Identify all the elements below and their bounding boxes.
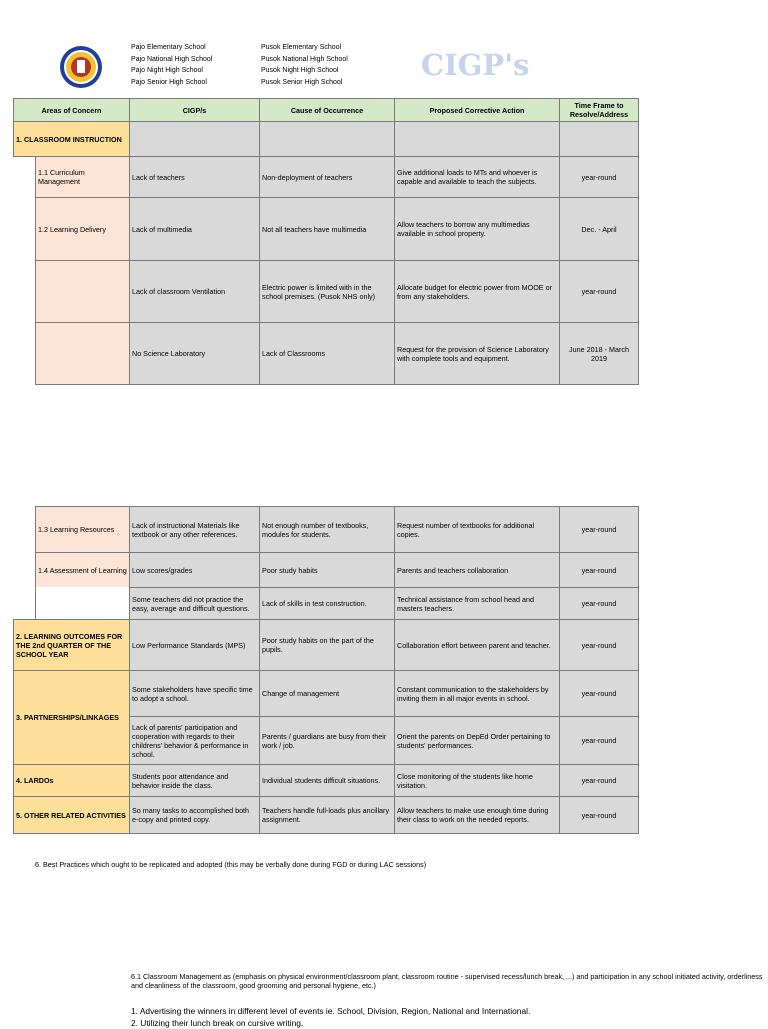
section-partnerships-linkages: 3. PARTNERSHIPS/LINKAGES xyxy=(13,670,130,765)
table-cell-cigp: Low scores/grades xyxy=(129,552,260,588)
table-cell-empty xyxy=(559,121,639,157)
table-cell-action: Parents and teachers collaboration xyxy=(394,552,560,588)
table-cell-cigp: Students poor attendance and behavior inside the class. xyxy=(129,764,260,797)
table-cell-cause: Parents / guardians are busy from their work / job. xyxy=(259,716,395,765)
table-cell-cigp: Low Performance Standards (MPS) xyxy=(129,619,260,671)
list-item: 1. Advertising the winners in different level of events ie. School, Division, Region, National and International. xyxy=(131,1006,531,1016)
table-cell-cigp: No Science Laboratory xyxy=(129,322,260,385)
school-list-pusok xyxy=(261,42,348,88)
column-header-time-frame: Time Frame to Resolve/Address xyxy=(559,98,639,122)
school-name: Pusok Night High School xyxy=(261,67,339,74)
table-cell-cigp: Lack of instructional Materials like textbook or any other references. xyxy=(129,506,260,553)
table-cell-action: Orient the parents on DepEd Order pertaining to students' performances. xyxy=(394,716,560,765)
table-cell-cause: Poor study habits on the part of the pupils. xyxy=(259,619,395,671)
table-cell-time-frame: year-round xyxy=(559,587,639,620)
subsection-learning-resources: 1.3 Learning Resources xyxy=(35,506,130,553)
table-cell-action: Technical assistance from school head and masters teachers. xyxy=(394,587,560,620)
section-learning-outcomes: 2. LEARNING OUTCOMES FOR THE 2nd QUARTER OF THE SCHOOL YEAR xyxy=(13,619,130,671)
school-name: Pajo Elementary School xyxy=(131,44,206,51)
table-cell-time-frame: year-round xyxy=(559,506,639,553)
school-name: Pajo National High School xyxy=(131,55,213,63)
table-cell-action: Allow teachers to make use enough time during their class to work on the needed reports. xyxy=(394,796,560,834)
section-classroom-instruction: 1. CLASSROOM INSTRUCTION xyxy=(13,121,130,157)
school-name: Pajo Senior High School xyxy=(131,78,207,86)
table-cell-empty xyxy=(259,121,395,157)
table-cell-cause: Change of management xyxy=(259,670,395,717)
subsection-blank xyxy=(35,322,130,385)
table-cell-cigp: Lack of teachers xyxy=(129,156,260,198)
table-cell-cigp: So many tasks to accomplished both e-copy and printed copy. xyxy=(129,796,260,834)
school-list-pajo xyxy=(131,42,212,88)
subsection-assessment-of-learning: 1.4 Assessment of Learning xyxy=(35,552,130,588)
school-name: Pusok Elementary School xyxy=(261,44,342,51)
section-other-related-activities: 5. OTHER RELATED ACTIVITIES xyxy=(13,796,130,834)
column-header-areas: Areas of Concern xyxy=(13,98,130,122)
table-cell-time-frame: year-round xyxy=(559,764,639,797)
table-cell-cause: Lack of Classrooms xyxy=(259,322,395,385)
school-name: Pusok Senior High School xyxy=(261,78,343,86)
best-practices-list xyxy=(131,1005,530,1029)
table-cell-time-frame: year-round xyxy=(559,796,639,834)
table-cell-cause: Non-deployment of teachers xyxy=(259,156,395,198)
table-cell-cause: Electric power is limited with in the school premises. (Pusok NHS only) xyxy=(259,260,395,323)
subsection-curriculum-management: 1.1 Curriculum Management xyxy=(35,156,130,198)
school-name: Pajo Night High School xyxy=(131,67,203,74)
section-lardos: 4. LARDOs xyxy=(13,764,130,797)
table-cell-cause: Teachers handle full-loads plus ancillary assignment. xyxy=(259,796,395,834)
table-cell-cause: Not enough number of textbooks, modules for students. xyxy=(259,506,395,553)
list-item: 2. Utilizing their lunch break on cursive writing. xyxy=(131,1018,304,1028)
page-title: CIGP's xyxy=(421,48,530,82)
table-cell-cigp: Some teachers did not practice the easy, average and difficult questions. xyxy=(129,587,260,620)
table-cell-time-frame: year-round xyxy=(559,670,639,717)
table-cell-cause: Not all teachers have multimedia xyxy=(259,197,395,261)
table-cell-time-frame: year-round xyxy=(559,260,639,323)
best-practices-heading: 6. Best Practices which ought to be replicated and adopted (this may be verbally done during FGD or during LAC sessions) xyxy=(35,860,427,869)
table-cell-empty xyxy=(129,121,260,157)
table-cell-action: Request for the provision of Science Laboratory with complete tools and equipment. xyxy=(394,322,560,385)
table-cell-time-frame: June 2018 - March 2019 xyxy=(559,322,639,385)
table-cell-cigp: Lack of multimedia xyxy=(129,197,260,261)
table-cell-cigp: Lack of parents' participation and cooperation with regards to their childrens' behavior & performance in school. xyxy=(129,716,260,765)
school-name: Pusok National High School xyxy=(261,55,348,63)
column-header-cause: Cause of Occurrence xyxy=(259,98,395,122)
table-cell-action: Collaboration effort between parent and teacher. xyxy=(394,619,560,671)
subsection-blank xyxy=(35,260,130,323)
table-cell-time-frame: year-round xyxy=(559,156,639,198)
table-cell-action: Give additional loads to MTs and whoever is capable and available to teach the subjects. xyxy=(394,156,560,198)
table-cell-cause: Lack of skills in test construction. xyxy=(259,587,395,620)
table-cell-action: Close monitoring of the students like home visitation. xyxy=(394,764,560,797)
column-header-action: Proposed Corrective Action xyxy=(394,98,560,122)
table-cell-cigp: Lack of classroom Ventilation xyxy=(129,260,260,323)
table-cell-empty xyxy=(394,121,560,157)
table-cell-time-frame: year-round xyxy=(559,552,639,588)
table-cell-cigp: Some stakeholders have specific time to adopt a school. xyxy=(129,670,260,717)
table-cell-time-frame: Dec. - April xyxy=(559,197,639,261)
table-cell-action: Allocate budget for electric power from MOOE or from any stakeholders. xyxy=(394,260,560,323)
school-seal-logo xyxy=(59,45,103,89)
table-cell-action: Request number of textbooks for additional copies. xyxy=(394,506,560,553)
column-header-cigps: CIGP/s xyxy=(129,98,260,122)
subsection-blank xyxy=(35,587,130,620)
table-cell-time-frame: year-round xyxy=(559,619,639,671)
table-cell-action: Constant communication to the stakeholders by inviting them in all major events in school. xyxy=(394,670,560,717)
table-cell-cause: Individual students difficult situations. xyxy=(259,764,395,797)
table-cell-time-frame: year-round xyxy=(559,716,639,765)
subsection-learning-delivery: 1.2 Learning Delivery xyxy=(35,197,130,261)
table-cell-action: Allow teachers to borrow any multimedias available in school property. xyxy=(394,197,560,261)
classroom-management-note: 6.1 Classroom Management as (emphasis on physical environment/classroom plant, classroom routine - supervised recess/lunch break, ...) and participation in any school initiated activity, orderliness and cleanliness of the classroom, good grooming and personal hygiene, etc.) xyxy=(131,972,763,990)
table-cell-cause: Poor study habits xyxy=(259,552,395,588)
